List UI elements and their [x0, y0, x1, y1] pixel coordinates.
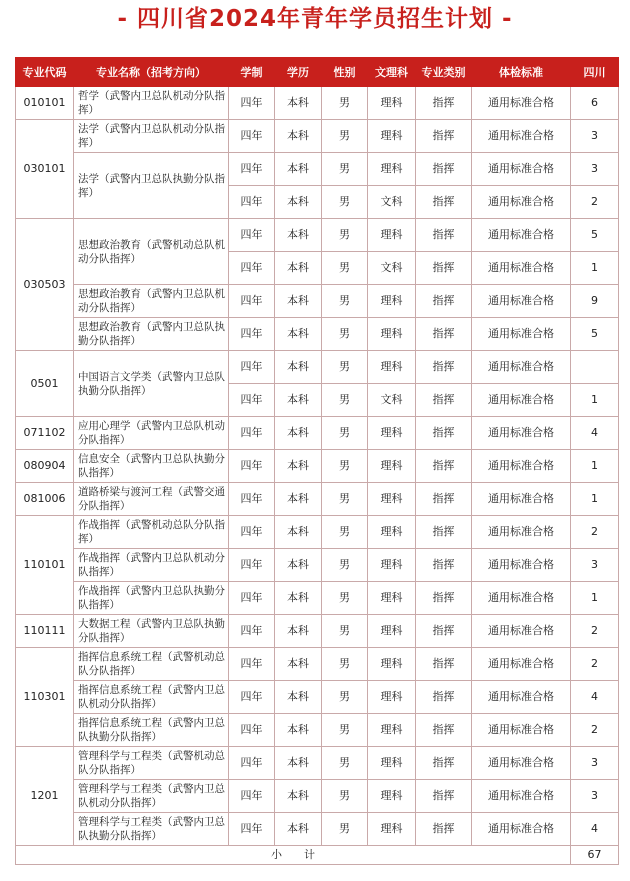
- duration-cell: 四年: [229, 483, 275, 516]
- physical-standard-cell: 通用标准合格: [472, 648, 571, 681]
- gender-cell: 男: [322, 153, 368, 186]
- gender-cell: 男: [322, 417, 368, 450]
- major-code-cell: 0501: [16, 351, 74, 417]
- degree-cell: 本科: [275, 813, 322, 846]
- gender-cell: 男: [322, 648, 368, 681]
- stream-cell: 理科: [368, 351, 416, 384]
- degree-cell: 本科: [275, 417, 322, 450]
- table-row: [16, 285, 619, 318]
- table-row: [16, 813, 619, 846]
- degree-cell: 本科: [275, 120, 322, 153]
- header-duration: 学制: [229, 58, 275, 87]
- physical-standard-cell: 通用标准合格: [472, 153, 571, 186]
- category-cell: 指挥: [416, 153, 472, 186]
- major-code-cell: 010101: [16, 87, 74, 120]
- stream-cell: 理科: [368, 780, 416, 813]
- stream-cell: 理科: [368, 87, 416, 120]
- degree-cell: 本科: [275, 219, 322, 252]
- degree-cell: 本科: [275, 384, 322, 417]
- degree-cell: 本科: [275, 87, 322, 120]
- degree-cell: 本科: [275, 615, 322, 648]
- stream-cell: 文科: [368, 384, 416, 417]
- gender-cell: 男: [322, 285, 368, 318]
- major-name-cell: 作战指挥（武警内卫总队机动分队指挥）: [74, 549, 229, 582]
- stream-cell: 理科: [368, 516, 416, 549]
- category-cell: 指挥: [416, 252, 472, 285]
- gender-cell: 男: [322, 450, 368, 483]
- physical-standard-cell: 通用标准合格: [472, 285, 571, 318]
- major-name-cell: 应用心理学（武警内卫总队机动分队指挥）: [74, 417, 229, 450]
- physical-standard-cell: 通用标准合格: [472, 549, 571, 582]
- gender-cell: 男: [322, 549, 368, 582]
- major-name-cell: 哲学（武警内卫总队机动分队指挥）: [74, 87, 229, 120]
- category-cell: 指挥: [416, 87, 472, 120]
- physical-standard-cell: 通用标准合格: [472, 318, 571, 351]
- subtotal-value: 67: [571, 846, 619, 865]
- stream-cell: 理科: [368, 153, 416, 186]
- stream-cell: 理科: [368, 813, 416, 846]
- major-name-cell: 管理科学与工程类（武警内卫总队执勤分队指挥）: [74, 813, 229, 846]
- quota-cell: 1: [571, 384, 619, 417]
- table-row: [16, 417, 619, 450]
- stream-cell: 理科: [368, 450, 416, 483]
- major-code-cell: 030503: [16, 219, 74, 351]
- physical-standard-cell: 通用标准合格: [472, 714, 571, 747]
- physical-standard-cell: 通用标准合格: [472, 516, 571, 549]
- physical-standard-cell: 通用标准合格: [472, 483, 571, 516]
- physical-standard-cell: 通用标准合格: [472, 417, 571, 450]
- degree-cell: 本科: [275, 648, 322, 681]
- gender-cell: 男: [322, 516, 368, 549]
- degree-cell: 本科: [275, 516, 322, 549]
- degree-cell: 本科: [275, 318, 322, 351]
- major-name-cell: 中国语言文学类（武警内卫总队执勤分队指挥）: [74, 351, 229, 417]
- category-cell: 指挥: [416, 285, 472, 318]
- gender-cell: 男: [322, 615, 368, 648]
- category-cell: 指挥: [416, 120, 472, 153]
- duration-cell: 四年: [229, 120, 275, 153]
- major-code-cell: 030101: [16, 120, 74, 219]
- stream-cell: 理科: [368, 483, 416, 516]
- physical-standard-cell: 通用标准合格: [472, 351, 571, 384]
- major-code-cell: 081006: [16, 483, 74, 516]
- duration-cell: 四年: [229, 516, 275, 549]
- major-name-cell: 道路桥梁与渡河工程（武警交通分队指挥）: [74, 483, 229, 516]
- quota-cell: 3: [571, 780, 619, 813]
- table-row: [16, 483, 619, 516]
- major-code-cell: 110111: [16, 615, 74, 648]
- header-name: 专业名称（招考方向）: [74, 58, 229, 87]
- degree-cell: 本科: [275, 351, 322, 384]
- physical-standard-cell: 通用标准合格: [472, 219, 571, 252]
- physical-standard-cell: 通用标准合格: [472, 780, 571, 813]
- header-row: [16, 58, 619, 87]
- category-cell: 指挥: [416, 747, 472, 780]
- stream-cell: 理科: [368, 120, 416, 153]
- physical-standard-cell: 通用标准合格: [472, 252, 571, 285]
- category-cell: 指挥: [416, 186, 472, 219]
- duration-cell: 四年: [229, 252, 275, 285]
- category-cell: 指挥: [416, 318, 472, 351]
- category-cell: 指挥: [416, 813, 472, 846]
- duration-cell: 四年: [229, 285, 275, 318]
- gender-cell: 男: [322, 681, 368, 714]
- quota-cell: 2: [571, 648, 619, 681]
- duration-cell: 四年: [229, 186, 275, 219]
- quota-cell: 2: [571, 516, 619, 549]
- gender-cell: 男: [322, 813, 368, 846]
- physical-standard-cell: 通用标准合格: [472, 186, 571, 219]
- page-title: - 四川省2024年青年学员招生计划 -: [117, 6, 513, 32]
- gender-cell: 男: [322, 780, 368, 813]
- category-cell: 指挥: [416, 648, 472, 681]
- stream-cell: 理科: [368, 318, 416, 351]
- major-name-cell: 管理科学与工程类（武警内卫总队机动分队指挥）: [74, 780, 229, 813]
- table-row: [16, 87, 619, 120]
- degree-cell: 本科: [275, 747, 322, 780]
- category-cell: 指挥: [416, 516, 472, 549]
- gender-cell: 男: [322, 714, 368, 747]
- degree-cell: 本科: [275, 186, 322, 219]
- major-name-cell: 思想政治教育（武警内卫总队机动分队指挥）: [74, 285, 229, 318]
- category-cell: 指挥: [416, 384, 472, 417]
- quota-cell: 4: [571, 681, 619, 714]
- quota-cell: 6: [571, 87, 619, 120]
- duration-cell: 四年: [229, 582, 275, 615]
- major-name-cell: 思想政治教育（武警机动总队机动分队指挥）: [74, 219, 229, 285]
- stream-cell: 理科: [368, 582, 416, 615]
- gender-cell: 男: [322, 87, 368, 120]
- duration-cell: 四年: [229, 780, 275, 813]
- table-row: [16, 747, 619, 780]
- table-row: [16, 780, 619, 813]
- header-gender: 性别: [322, 58, 368, 87]
- quota-cell: 2: [571, 615, 619, 648]
- major-name-cell: 大数据工程（武警内卫总队执勤分队指挥）: [74, 615, 229, 648]
- degree-cell: 本科: [275, 483, 322, 516]
- major-name-cell: 法学（武警内卫总队执勤分队指挥）: [74, 153, 229, 219]
- quota-cell: 9: [571, 285, 619, 318]
- major-name-cell: 指挥信息系统工程（武警内卫总队执勤分队指挥）: [74, 714, 229, 747]
- quota-cell: 4: [571, 417, 619, 450]
- degree-cell: 本科: [275, 450, 322, 483]
- duration-cell: 四年: [229, 417, 275, 450]
- quota-cell: 3: [571, 153, 619, 186]
- duration-cell: 四年: [229, 648, 275, 681]
- gender-cell: 男: [322, 384, 368, 417]
- major-code-cell: 071102: [16, 417, 74, 450]
- duration-cell: 四年: [229, 384, 275, 417]
- physical-standard-cell: 通用标准合格: [472, 450, 571, 483]
- stream-cell: 理科: [368, 714, 416, 747]
- major-name-cell: 作战指挥（武警机动总队分队指挥）: [74, 516, 229, 549]
- degree-cell: 本科: [275, 153, 322, 186]
- gender-cell: 男: [322, 483, 368, 516]
- table-row: [16, 648, 619, 681]
- category-cell: 指挥: [416, 417, 472, 450]
- table-row: [16, 120, 619, 153]
- gender-cell: 男: [322, 747, 368, 780]
- subtotal-row: [16, 846, 619, 865]
- physical-standard-cell: 通用标准合格: [472, 582, 571, 615]
- header-code: 专业代码: [16, 58, 74, 87]
- duration-cell: 四年: [229, 747, 275, 780]
- duration-cell: 四年: [229, 219, 275, 252]
- stream-cell: 理科: [368, 285, 416, 318]
- stream-cell: 理科: [368, 219, 416, 252]
- major-name-cell: 法学（武警内卫总队机动分队指挥）: [74, 120, 229, 153]
- stream-cell: 理科: [368, 417, 416, 450]
- duration-cell: 四年: [229, 351, 275, 384]
- quota-cell: 2: [571, 714, 619, 747]
- physical-standard-cell: 通用标准合格: [472, 120, 571, 153]
- table-row: [16, 153, 619, 186]
- degree-cell: 本科: [275, 252, 322, 285]
- category-cell: 指挥: [416, 549, 472, 582]
- quota-cell: 5: [571, 219, 619, 252]
- gender-cell: 男: [322, 120, 368, 153]
- major-name-cell: 信息安全（武警内卫总队执勤分队指挥）: [74, 450, 229, 483]
- category-cell: 指挥: [416, 450, 472, 483]
- category-cell: 指挥: [416, 714, 472, 747]
- header-stream: 文理科: [368, 58, 416, 87]
- gender-cell: 男: [322, 351, 368, 384]
- major-name-cell: 指挥信息系统工程（武警内卫总队机动分队指挥）: [74, 681, 229, 714]
- stream-cell: 理科: [368, 549, 416, 582]
- table-row: [16, 219, 619, 252]
- header-category: 专业类别: [416, 58, 472, 87]
- degree-cell: 本科: [275, 681, 322, 714]
- category-cell: 指挥: [416, 351, 472, 384]
- table-row: [16, 615, 619, 648]
- table-row: [16, 450, 619, 483]
- major-code-cell: 1201: [16, 747, 74, 846]
- table-row: [16, 582, 619, 615]
- physical-standard-cell: 通用标准合格: [472, 681, 571, 714]
- quota-cell: 1: [571, 582, 619, 615]
- duration-cell: 四年: [229, 87, 275, 120]
- category-cell: 指挥: [416, 483, 472, 516]
- stream-cell: 文科: [368, 252, 416, 285]
- duration-cell: 四年: [229, 450, 275, 483]
- quota-cell: 2: [571, 186, 619, 219]
- table-row: [16, 714, 619, 747]
- physical-standard-cell: 通用标准合格: [472, 747, 571, 780]
- degree-cell: 本科: [275, 582, 322, 615]
- category-cell: 指挥: [416, 681, 472, 714]
- physical-standard-cell: 通用标准合格: [472, 384, 571, 417]
- major-name-cell: 管理科学与工程类（武警机动总队分队指挥）: [74, 747, 229, 780]
- quota-cell: 1: [571, 252, 619, 285]
- stream-cell: 理科: [368, 648, 416, 681]
- table-row: [16, 318, 619, 351]
- duration-cell: 四年: [229, 615, 275, 648]
- physical-standard-cell: 通用标准合格: [472, 813, 571, 846]
- enrollment-plan-table: [15, 57, 619, 865]
- duration-cell: 四年: [229, 549, 275, 582]
- physical-standard-cell: 通用标准合格: [472, 615, 571, 648]
- category-cell: 指挥: [416, 780, 472, 813]
- degree-cell: 本科: [275, 285, 322, 318]
- physical-standard-cell: 通用标准合格: [472, 87, 571, 120]
- major-code-cell: 110101: [16, 516, 74, 615]
- quota-cell: [571, 351, 619, 384]
- table-row: [16, 351, 619, 384]
- header-physical-standard: 体检标准: [472, 58, 571, 87]
- header-sichuan: 四川: [571, 58, 619, 87]
- header-degree: 学历: [275, 58, 322, 87]
- duration-cell: 四年: [229, 813, 275, 846]
- gender-cell: 男: [322, 582, 368, 615]
- subtotal-label: 小 计: [16, 846, 571, 865]
- duration-cell: 四年: [229, 318, 275, 351]
- table-row: [16, 549, 619, 582]
- duration-cell: 四年: [229, 714, 275, 747]
- gender-cell: 男: [322, 252, 368, 285]
- major-name-cell: 指挥信息系统工程（武警机动总队分队指挥）: [74, 648, 229, 681]
- degree-cell: 本科: [275, 549, 322, 582]
- major-code-cell: 110301: [16, 648, 74, 747]
- degree-cell: 本科: [275, 780, 322, 813]
- duration-cell: 四年: [229, 153, 275, 186]
- stream-cell: 理科: [368, 681, 416, 714]
- gender-cell: 男: [322, 186, 368, 219]
- quota-cell: 5: [571, 318, 619, 351]
- quota-cell: 3: [571, 549, 619, 582]
- quota-cell: 1: [571, 483, 619, 516]
- quota-cell: 3: [571, 747, 619, 780]
- major-name-cell: 作战指挥（武警内卫总队执勤分队指挥）: [74, 582, 229, 615]
- quota-cell: 4: [571, 813, 619, 846]
- stream-cell: 文科: [368, 186, 416, 219]
- major-name-cell: 思想政治教育（武警内卫总队执勤分队指挥）: [74, 318, 229, 351]
- category-cell: 指挥: [416, 615, 472, 648]
- quota-cell: 3: [571, 120, 619, 153]
- major-code-cell: 080904: [16, 450, 74, 483]
- stream-cell: 理科: [368, 615, 416, 648]
- gender-cell: 男: [322, 318, 368, 351]
- gender-cell: 男: [322, 219, 368, 252]
- table-row: [16, 681, 619, 714]
- stream-cell: 理科: [368, 747, 416, 780]
- duration-cell: 四年: [229, 681, 275, 714]
- degree-cell: 本科: [275, 714, 322, 747]
- quota-cell: 1: [571, 450, 619, 483]
- category-cell: 指挥: [416, 219, 472, 252]
- table-row: [16, 516, 619, 549]
- category-cell: 指挥: [416, 582, 472, 615]
